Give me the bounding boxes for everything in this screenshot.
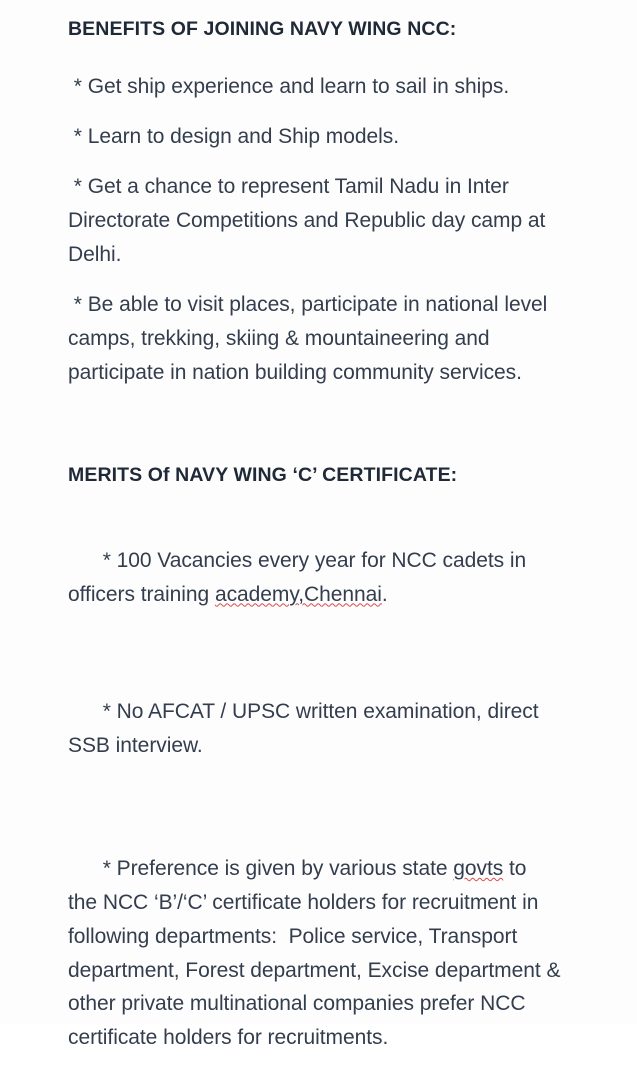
benefit-item-3: * Get a chance to represent Tamil Nadu in Inter Directorate Competitions and Republic day camp at Delhi. xyxy=(68,174,552,266)
merit-item-3-text-before: * Preference is given by various state xyxy=(102,857,454,881)
benefit-item-4: * Be able to visit places, participate in national level camps, trekking, skiing & mountaineering and participate in nation building community services. xyxy=(68,293,554,384)
merit-item-1 xyxy=(68,488,561,645)
merit-item-3-text-after: to the NCC ‘B’/‘C’ certificate holders for recruitment in following departments: Police service, Transport department, Forest department, Excise department & other private multinational companies prefer NCC certificate holders for recruitments. xyxy=(68,857,567,1050)
merit-item-3 xyxy=(68,796,567,1088)
benefit-item-1: * Get ship experience and learn to sail in ships. xyxy=(68,75,510,99)
benefit-item-2: * Learn to design and Ship models. xyxy=(68,125,399,149)
merit-item-2 xyxy=(68,645,561,796)
heading-merits: MERITS Of NAVY WING ‘C’ CERTIFICATE: xyxy=(68,463,458,486)
section-merits xyxy=(68,390,567,1089)
section-benefits xyxy=(68,0,561,390)
merit-item-1-text-before: * 100 Vacancies every year for NCC cadets in officers training xyxy=(68,548,532,606)
spellcheck-misspelled-govts[interactable]: govts xyxy=(453,857,504,881)
merit-item-2-text: * No AFCAT / UPSC written examination, direct SSB interview. xyxy=(68,699,545,757)
spellcheck-misspelled-academy-chennai[interactable]: academy,Chennai xyxy=(214,582,382,606)
merit-item-1-text-after: . xyxy=(381,582,388,606)
heading-benefits: BENEFITS OF JOINING NAVY WING NCC: xyxy=(68,18,457,40)
